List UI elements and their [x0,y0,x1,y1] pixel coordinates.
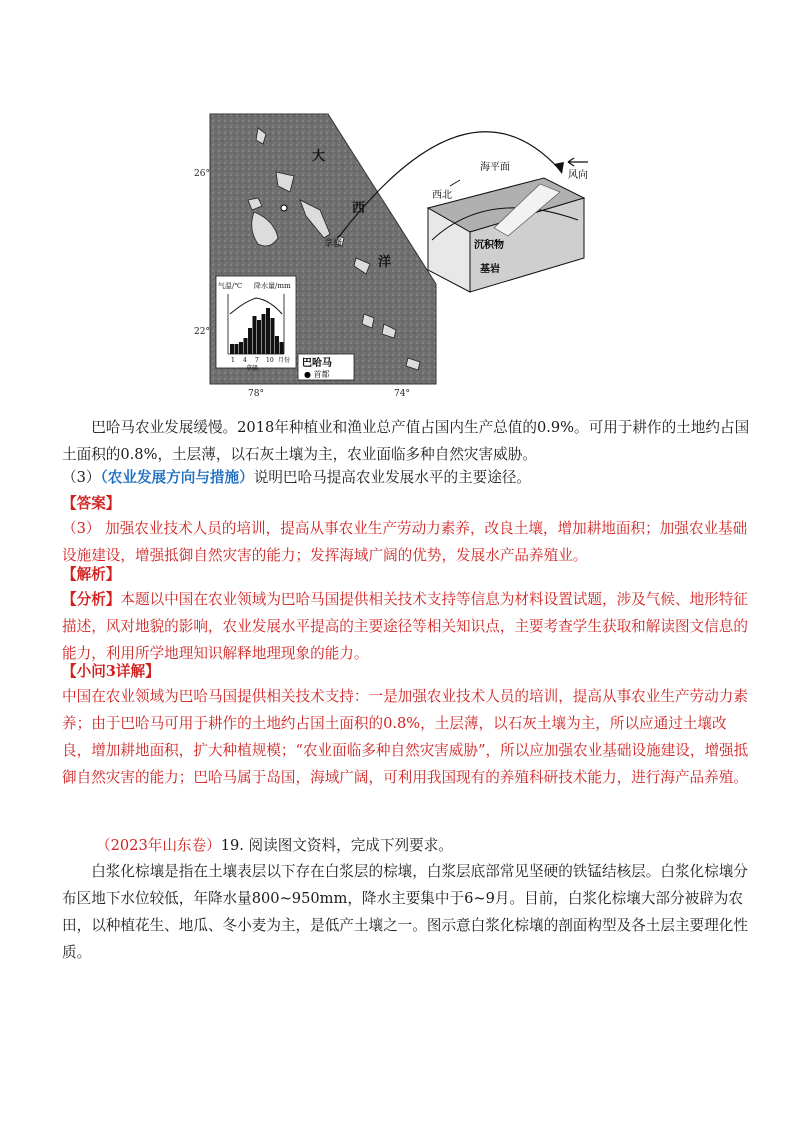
legend-capital: ● 首都 [304,370,330,379]
precip-bar [271,318,275,354]
ocean-label-1: 大 [312,149,326,164]
x-tick-7: 7 [255,357,259,364]
intro-paragraph: 巴哈马农业发展缓慢。2018年种植业和渔业总产值占国内生产总值的0.9%。可用于耕作的土地约占国土面积的0.8%，土层薄，以石灰土壤为主，农业面临多种自然灾害威胁。 [62,419,750,463]
sediment-label: 沉积物 [474,240,504,251]
capital-dot [281,205,287,211]
lat-top: 26° [194,169,210,179]
analysis-text: 本题以中国在农业领域为巴哈马国提供相关技术支持等信息为材料设置试题，涉及气候、地形特征描述，风对地貌的影响，农业发展水平提高的主要途径等相关知识点，主要考查学生获取和解读图文信息的能力，利用所学地理知识解释地理现象的能力。 [62,591,748,662]
precip-bar [266,308,270,354]
detail-text: 中国在农业领域为巴哈马国提供相关技术支持：一是加强农业技术人员的培训，提高从事农业生产劳动力素养；由于巴哈马可用于耕作的土地约占国土面积的0.8%，土层薄，以石灰土壤为主，所以应通过土壤改良，增加耕地面积，扩大种植规模；“农业面临多种自然灾害威胁”，所以应加强农业基础设施建设，增强抵御自然灾害的能力；巴哈马属于岛国，海域广阔，可利用我国现有的养殖科研技术能力，进行海产品养殖。 [62,688,749,786]
question-19-text: 19. 阅读图文资料，完成下列要求。 [220,837,453,854]
bahamas-figure [188,108,600,396]
temp-axis-label: 气温/℃ [218,282,243,290]
precip-axis-label: 降水量/mm [254,282,291,290]
analysis-paragraph [62,586,752,667]
analysis-heading: 【解析】 [62,566,121,583]
question-3 [62,464,752,491]
analysis-label: 【分析】 [62,591,121,608]
lat-bottom: 22° [194,327,210,337]
precip-bar [280,342,284,354]
q19-material: 白浆化棕壤是指在土壤表层以下存在白浆层的棕壤，白浆层底部常见坚硬的铁锰结核层。白浆化棕壤分布区地下水位较低，年降水量800~950mm，降水主要集中于6~9月。目前，白浆化棕壤大部分被辟为农田，以种植花生、地瓜、冬小麦为主，是低产土壤之一。图示意白浆化棕壤的剖面构型及各土层主要理化性质。 [62,863,748,961]
question-19-source: （2023年山东卷） [96,837,221,854]
question-3-tag: （农业发展方向与措施） [100,469,254,486]
wind-label: 风向 [568,170,588,181]
precip-bar [262,314,266,354]
precip-bar [230,344,234,354]
x-tick-10: 10 [266,357,274,364]
answer-heading: 【答案】 [62,495,121,512]
chart-city: 拿骚 [246,365,259,372]
x-tick-4: 4 [243,357,247,364]
northwest-label: 西北 [432,190,452,201]
lon-right: 74° [394,389,410,396]
precip-bar [275,336,279,354]
detail-heading: 【小问3详解】 [62,663,160,680]
x-tick-1: 1 [231,357,235,364]
block-diagram [428,158,588,292]
question-19 [96,832,746,859]
question-3-text: 说明巴哈马提高农业发展水平的主要途径。 [253,469,532,486]
precip-bar [253,316,257,354]
question-3-number: （3） [62,469,101,486]
bedrock-label: 基岩 [480,264,500,275]
lon-left: 78° [248,389,264,396]
precip-bar [239,342,243,354]
ocean-label-2: 西 [352,201,366,216]
precip-bar [257,320,261,354]
precip-bar [248,328,252,354]
precip-bar [235,344,239,354]
answer-text: （3） 加强农业技术人员的培训，提高从事农业生产劳动力素养，改良土壤，增加耕地面积；加强农业基础设施建设，增强抵御自然灾害的能力；发挥海域广阔的优势，发展水产品养殖业。 [62,520,748,564]
x-unit: 月份 [278,357,291,364]
capital-label: 拿骚 [324,239,343,249]
country-label: 巴哈马 [302,358,332,369]
sea-level-label: 海平面 [480,162,510,173]
precip-bar [244,338,248,354]
ocean-label-3: 洋 [378,255,392,270]
climate-chart [216,276,296,372]
